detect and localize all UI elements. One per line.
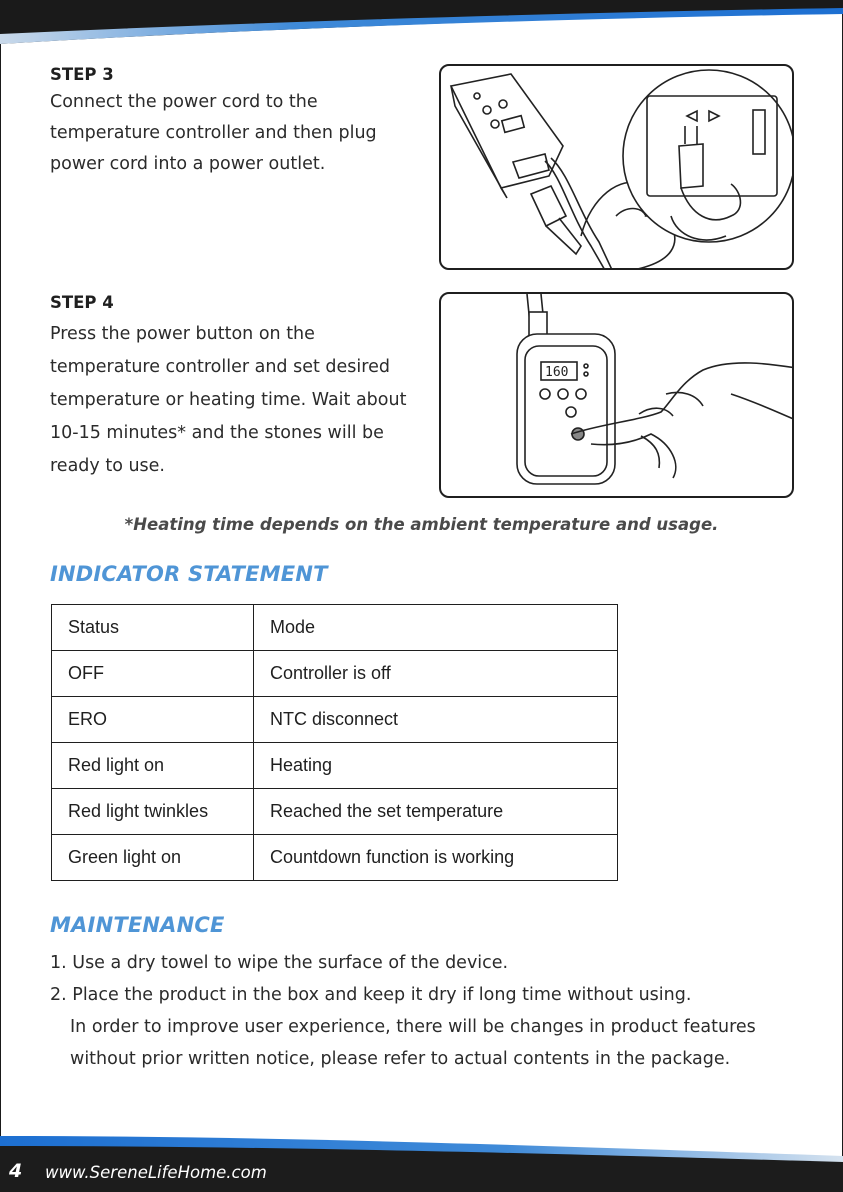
table-cell: Reached the set temperature <box>254 789 618 835</box>
step-3-title: STEP 3 <box>50 65 114 84</box>
footer-band <box>0 1132 843 1192</box>
heating-time-note: *Heating time depends on the ambient temperature and usage. <box>124 515 719 534</box>
table-cell: OFF <box>52 651 254 697</box>
step-3 <box>50 64 440 180</box>
footer-url: www.SereneLifeHome.com <box>45 1163 267 1182</box>
table-cell: Mode <box>254 605 618 651</box>
indicator-title: INDICATOR STATEMENT <box>50 562 328 586</box>
table-cell: ERO <box>52 697 254 743</box>
table-cell: Controller is off <box>254 651 618 697</box>
table-row <box>52 789 618 835</box>
table-row <box>52 835 618 881</box>
step-4-line: ready to use. <box>50 456 165 476</box>
table-cell: Status <box>52 605 254 651</box>
table-cell: Red light twinkles <box>52 789 254 835</box>
table-cell: Red light on <box>52 743 254 789</box>
step-4-line: temperature or heating time. Wait about <box>50 390 407 410</box>
step-4-line: Press the power button on the <box>50 324 315 344</box>
table-cell: NTC disconnect <box>254 697 618 743</box>
step-4-line: 10-15 minutes* and the stones will be <box>50 423 384 443</box>
step-3-illustration <box>439 64 794 270</box>
table-row <box>52 651 618 697</box>
step-4 <box>50 292 440 483</box>
step-4-title: STEP 4 <box>50 293 114 312</box>
table-row <box>52 697 618 743</box>
table-row <box>52 605 618 651</box>
maintenance-item-2: 2. Place the product in the box and keep it dry if long time without using. <box>50 985 692 1005</box>
step-3-line: Connect the power cord to the <box>50 92 318 112</box>
maintenance-note-line: without prior written notice, please refer to actual contents in the package. <box>70 1049 731 1069</box>
maintenance-title: MAINTENANCE <box>50 913 225 937</box>
maintenance-note-line: In order to improve user experience, there will be changes in product features <box>70 1017 756 1037</box>
plug-illustration <box>441 66 794 270</box>
table-row <box>52 743 618 789</box>
header-swoosh <box>0 0 843 50</box>
table-cell: Heating <box>254 743 618 789</box>
table-cell: Green light on <box>52 835 254 881</box>
step-3-line: temperature controller and then plug <box>50 123 377 143</box>
indicator-table <box>51 604 618 881</box>
step-3-line: power cord into a power outlet. <box>50 154 326 174</box>
maintenance-item-1: 1. Use a dry towel to wipe the surface of the device. <box>50 953 509 973</box>
page-number: 4 <box>9 1160 23 1182</box>
controller-illustration <box>441 294 794 498</box>
table-cell: Countdown function is working <box>254 835 618 881</box>
controller-display-value: 160 <box>545 365 569 380</box>
step-4-illustration <box>439 292 794 498</box>
maintenance-text <box>50 947 810 1075</box>
step-4-line: temperature controller and set desired <box>50 357 390 377</box>
